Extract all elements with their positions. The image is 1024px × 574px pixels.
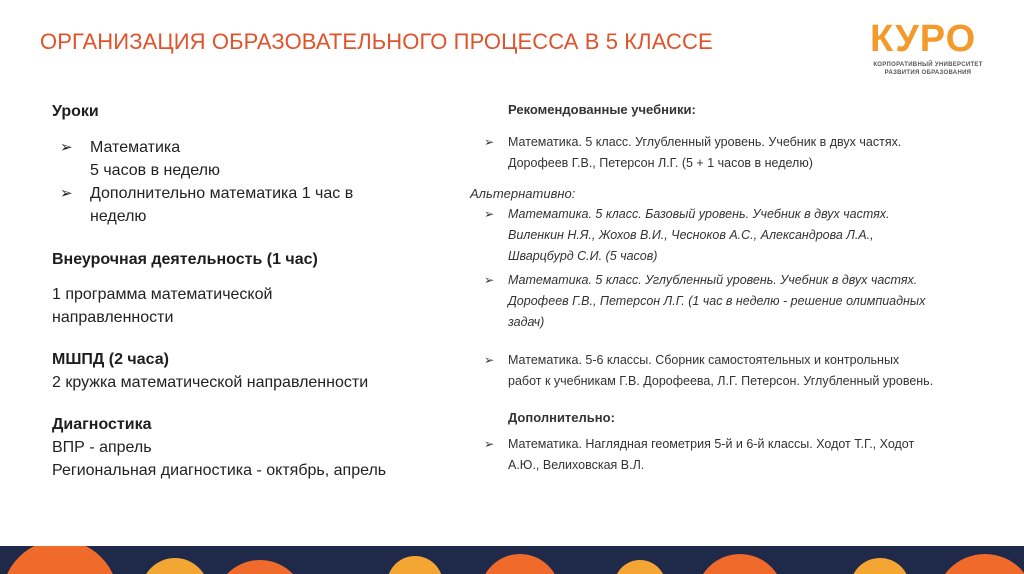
arrow-bullet-icon: ➢ — [484, 207, 495, 221]
logo-subtitle-line2: РАЗВИТИЯ ОБРАЗОВАНИЯ — [884, 70, 972, 76]
alternative-item-basic — [470, 204, 990, 267]
additional-item — [470, 434, 990, 476]
additional-heading: Дополнительно: — [508, 410, 615, 425]
lesson-item-math-title: Математика — [90, 139, 181, 156]
recommended-item — [470, 132, 990, 174]
arrow-bullet-icon: ➢ — [484, 437, 495, 451]
alternative-advanced-line3: задач) — [508, 315, 545, 329]
left-column — [52, 101, 462, 482]
arrow-bullet-icon: ➢ — [484, 273, 495, 287]
arrow-bullet-icon: ➢ — [60, 185, 73, 202]
decorative-footer-band — [0, 546, 1024, 574]
recommended-item-line2: Дорофеев Г.В., Петерсон Л.Г. (5 + 1 часов в неделю) — [508, 156, 813, 170]
additional-item-line1: Математика. Наглядная геометрия 5-й и 6-й классы. Ходот Т.Г., Ходот — [508, 437, 915, 451]
mshpd-heading: МШПД (2 часа) — [52, 351, 169, 368]
recommended-item-line1: Математика. 5 класс. Углубленный уровень. Учебник в двух частях. — [508, 135, 902, 149]
lessons-heading: Уроки — [52, 103, 99, 120]
lesson-item-extra-line1: Дополнительно математика 1 час в — [90, 185, 354, 202]
alternative-basic-line1: Математика. 5 класс. Базовый уровень. Учебник в двух частях. — [508, 207, 890, 221]
collection-item-line1: Математика. 5-6 классы. Сборник самостоятельных и контрольных — [508, 353, 900, 367]
lesson-item-math-hours: 5 часов в неделю — [90, 162, 220, 179]
alternative-heading: Альтернативно: — [470, 186, 576, 201]
kuro-logo — [862, 20, 992, 82]
extracurricular-heading: Внеурочная деятельность (1 час) — [52, 251, 318, 268]
diagnostics-vpr: ВПР - апрель — [52, 439, 152, 456]
lesson-item-extra-math — [52, 182, 462, 228]
alternative-item-advanced — [470, 270, 990, 333]
alternative-advanced-line2: Дорофеев Г.В., Петерсон Л.Г. (1 час в неделю - решение олимпиадных — [508, 294, 926, 308]
diagnostics-regional: Региональная диагностика - октябрь, апрель — [52, 462, 387, 479]
mshpd-text: 2 кружка математической направленности — [52, 374, 369, 391]
arrow-bullet-icon: ➢ — [484, 353, 495, 367]
extracurricular-line1: 1 программа математической — [52, 286, 273, 303]
footer-shapes — [0, 546, 1024, 574]
additional-item-line2: А.Ю., Велиховская В.Л. — [508, 458, 645, 472]
collection-item — [470, 350, 990, 392]
lesson-item-extra-line2: неделю — [90, 208, 147, 225]
logo-subtitle-line1: КОРПОРАТИВНЫЙ УНИВЕРСИТЕТ — [873, 62, 983, 68]
right-column — [470, 100, 990, 476]
lesson-item-math — [52, 136, 462, 182]
recommended-heading: Рекомендованные учебники: — [508, 102, 696, 117]
arrow-bullet-icon: ➢ — [60, 139, 73, 156]
diagnostics-heading: Диагностика — [52, 416, 152, 433]
alternative-basic-line2: Виленкин Н.Я., Жохов В.И., Чесноков А.С., Александрова Л.А., — [508, 228, 874, 242]
alternative-advanced-line1: Математика. 5 класс. Углубленный уровень. Учебник в двух частях. — [508, 273, 918, 287]
alternative-basic-line3: Шварцбурд С.И. (5 часов) — [508, 249, 658, 263]
arrow-bullet-icon: ➢ — [484, 135, 495, 149]
collection-item-line2: работ к учебникам Г.В. Дорофеева, Л.Г. Петерсон. Углубленный уровень. — [508, 374, 934, 388]
logo-wordmark: КУРО — [870, 18, 977, 60]
extracurricular-line2: направленности — [52, 309, 174, 326]
slide-title: ОРГАНИЗАЦИЯ ОБРАЗОВАТЕЛЬНОГО ПРОЦЕССА В 5 КЛАССЕ — [40, 29, 713, 54]
